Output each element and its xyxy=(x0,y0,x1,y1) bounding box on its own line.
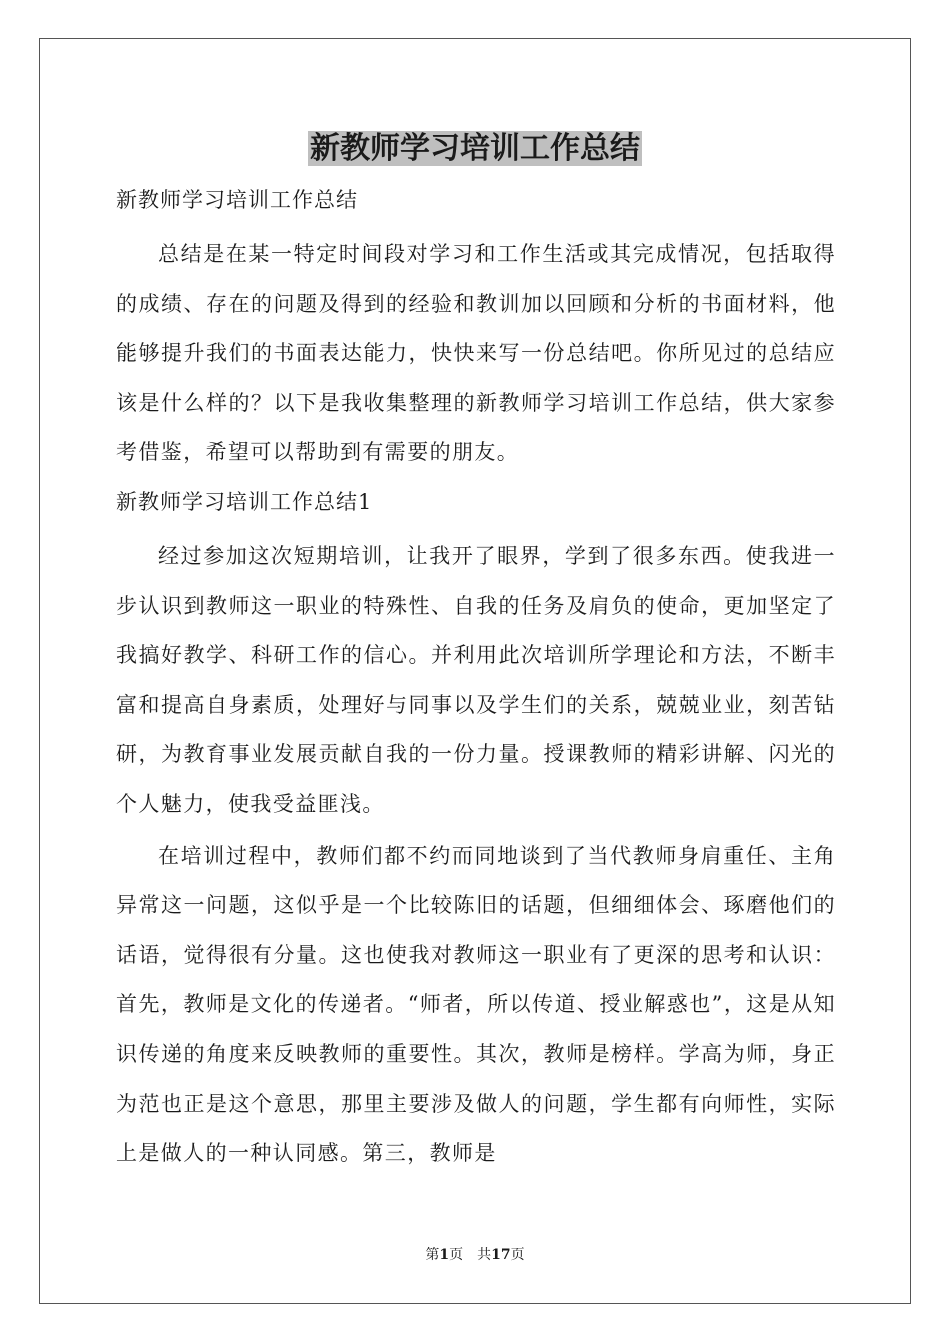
page-label-suffix: 页 xyxy=(510,1247,525,1263)
section-heading: 新教师学习培训工作总结1 xyxy=(116,489,373,514)
document-title-text: 新教师学习培训工作总结 xyxy=(310,131,640,166)
page-label-mid: 页 共 xyxy=(449,1247,492,1263)
current-page-number: 1 xyxy=(439,1247,450,1263)
total-page-count: 17 xyxy=(491,1247,511,1263)
intro-paragraph: 总结是在某一特定时间段对学习和工作生活或其完成情况，包括取得的成绩、存在的问题及得到的经验和教训加以回顾和分析的书面材料，他能够提升我们的书面表达能力，快快来写一份总结吧。你所见过的总结应该是什么样的？以下是我收集整理的新教师学习培训工作总结，供大家参考借鉴，希望可以帮助到有需要的朋友。 xyxy=(116,242,836,465)
body-paragraph-2: 在培训过程中，教师们都不约而同地谈到了当代教师身肩重任、主角异常这一问题，这似乎是一个比较陈旧的话题，但细细体会、琢磨他们的话语，觉得很有分量。这也使我对教师这一职业有了更深的思考和认识：首先，教师是文化的传递者。“师者，所以传道、授业解惑也”，这是从知识传递的角度来反映教师的重要性。其次，教师是榜样。学高为师，身正为范也正是这个意思，那里主要涉及做人的问题，学生都有向师性，实际上是做人的一种认同感。第三，教师是 xyxy=(116,843,836,1166)
page-label-prefix: 第 xyxy=(425,1247,440,1263)
document-title xyxy=(0,128,950,170)
page-footer xyxy=(0,1246,950,1264)
document-body xyxy=(116,180,836,1179)
document-subtitle: 新教师学习培训工作总结 xyxy=(116,188,358,212)
body-paragraph-1: 经过参加这次短期培训，让我开了眼界，学到了很多东西。使我进一步认识到教师这一职业的特殊性、自我的任务及肩负的使命，更加坚定了我搞好教学、科研工作的信心。并利用此次培训所学理论和方法，不断丰富和提高自身素质，处理好与同事以及学生们的关系，兢兢业业，刻苦钻研，为教育事业发展贡献自我的一份力量。授课教师的精彩讲解、闪光的个人魅力，使我受益匪浅。 xyxy=(116,543,836,816)
